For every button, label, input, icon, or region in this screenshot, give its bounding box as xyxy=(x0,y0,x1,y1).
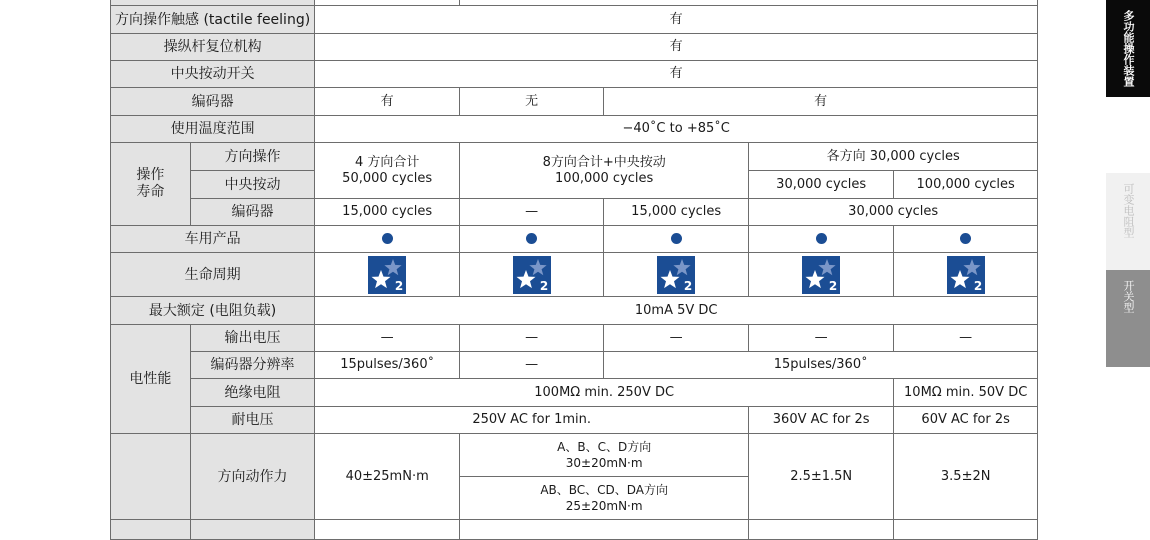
table-row-temp xyxy=(111,116,1038,143)
force-c2a xyxy=(460,434,749,477)
resolution-c2: — xyxy=(460,352,604,379)
life-encoder-label: 编码器 xyxy=(190,199,314,226)
table-row-return xyxy=(111,34,1038,61)
output-c2: — xyxy=(460,325,604,352)
encoder-c2: 无 xyxy=(460,88,604,116)
encoder-c1: 有 xyxy=(315,88,460,116)
force-c4: 2.5±1.5N xyxy=(749,434,894,520)
insulation-b: 10MΩ min. 50V DC xyxy=(894,379,1038,407)
force-c2b xyxy=(460,477,749,520)
table-row-rating xyxy=(111,297,1038,325)
force-c5: 3.5±2N xyxy=(894,434,1038,520)
withstand-c: 60V AC for 2s xyxy=(894,407,1038,434)
auto-cell xyxy=(460,226,604,253)
life-enc-c3: 15,000 cycles xyxy=(604,199,749,226)
return-value: 有 xyxy=(315,34,1038,61)
table-row-withstand xyxy=(111,407,1038,434)
push-label: 中央按动开关 xyxy=(111,61,315,88)
output-c1: — xyxy=(315,325,460,352)
life-center-label: 中央按动 xyxy=(190,171,314,199)
force-group-cell xyxy=(111,434,191,520)
table-row-encoder xyxy=(111,88,1038,116)
encoder-label: 编码器 xyxy=(111,88,315,116)
life-direction-label: 方向操作 xyxy=(190,143,314,171)
resolution-c3: 15pulses/360˚ xyxy=(604,352,1038,379)
table-row-push xyxy=(111,61,1038,88)
rating-value: 10mA 5V DC xyxy=(315,297,1038,325)
temp-label: 使用温度范围 xyxy=(111,116,315,143)
force-c2a-text: A、B、C、D方向 30±20mN·m xyxy=(557,440,652,470)
push-value: 有 xyxy=(315,61,1038,88)
star-2-lifecycle-icon xyxy=(368,256,406,294)
life-group-label xyxy=(111,143,191,226)
auto-cell xyxy=(604,226,749,253)
withstand-b: 360V AC for 2s xyxy=(749,407,894,434)
output-label: 输出电压 xyxy=(190,325,314,352)
tactile-value: 有 xyxy=(315,6,1038,34)
return-label: 操纵杆复位机构 xyxy=(111,34,315,61)
life-c3-center-b: 100,000 cycles xyxy=(894,171,1038,199)
automotive-dot-icon xyxy=(671,233,682,244)
automotive-dot-icon xyxy=(382,233,393,244)
output-c5: — xyxy=(894,325,1038,352)
clipped-bottom-cell xyxy=(460,520,749,540)
table-row-life-encoder xyxy=(111,199,1038,226)
auto-cell xyxy=(894,226,1038,253)
table-row-life-direction xyxy=(111,143,1038,171)
table-row-auto xyxy=(111,226,1038,253)
auto-label: 车用产品 xyxy=(111,226,315,253)
lifecycle-icon-number: 2 xyxy=(683,278,693,293)
star-2-lifecycle-icon xyxy=(802,256,840,294)
output-c4: — xyxy=(749,325,894,352)
insulation-a: 100MΩ min. 250V DC xyxy=(315,379,894,407)
insulation-label: 绝缘电阻 xyxy=(190,379,314,407)
lifecycle-icon-number: 2 xyxy=(973,278,982,293)
spec-table xyxy=(110,0,1038,540)
life-enc-c2: — xyxy=(460,199,604,226)
tab-variable-resistor-label: 可变电阻型 xyxy=(1122,183,1135,238)
automotive-dot-icon xyxy=(960,233,971,244)
tab-switch[interactable] xyxy=(1106,270,1150,367)
life-c2-text: 8方向合计+中央按动 100,000 cycles xyxy=(542,154,666,186)
life-c1-text: 4 方向合计 50,000 cycles xyxy=(342,154,433,186)
clipped-bottom-cell xyxy=(315,520,460,540)
automotive-dot-icon xyxy=(816,233,827,244)
life-c1 xyxy=(315,143,460,199)
lifecycle-icon-number: 2 xyxy=(828,278,838,293)
lifecycle-cell xyxy=(460,253,604,297)
table-row-tactile xyxy=(111,6,1038,34)
clipped-bottom-cell xyxy=(190,520,314,540)
clipped-bottom-cell xyxy=(749,520,894,540)
force-label: 方向动作力 xyxy=(190,434,314,520)
table-row-resolution xyxy=(111,352,1038,379)
lifecycle-icon-number: 2 xyxy=(539,278,548,293)
withstand-a: 250V AC for 1min. xyxy=(315,407,749,434)
automotive-dot-icon xyxy=(526,233,537,244)
tab-switch-label: 开关型 xyxy=(1122,280,1135,313)
encoder-c3: 有 xyxy=(604,88,1038,116)
elec-group-label: 电性能 xyxy=(111,325,191,434)
life-c2 xyxy=(460,143,749,199)
table-row-clipped-bottom xyxy=(111,520,1038,540)
lifecycle-cell xyxy=(894,253,1038,297)
rating-label: 最大额定 (电阻负载) xyxy=(111,297,315,325)
tab-variable-resistor[interactable] xyxy=(1106,173,1150,270)
life-c3-center-a: 30,000 cycles xyxy=(749,171,894,199)
auto-cell xyxy=(315,226,460,253)
lifecycle-cell xyxy=(604,253,749,297)
star-2-lifecycle-icon xyxy=(947,256,985,294)
clipped-bottom-cell xyxy=(894,520,1038,540)
life-enc-c1: 15,000 cycles xyxy=(315,199,460,226)
life-group-text: 操作 寿命 xyxy=(136,167,165,200)
tactile-label: 方向操作触感 (tactile feeling) xyxy=(111,6,315,34)
table-row-insulation xyxy=(111,379,1038,407)
lifecycle-cell xyxy=(315,253,460,297)
tab-multifunction-label: 多功能操作装置 xyxy=(1122,10,1135,87)
temp-value: −40˚C to +85˚C xyxy=(315,116,1038,143)
auto-cell xyxy=(749,226,894,253)
table-row-output xyxy=(111,325,1038,352)
life-enc-c4: 30,000 cycles xyxy=(749,199,1038,226)
star-2-lifecycle-icon xyxy=(513,256,551,294)
lifecycle-icon-number: 2 xyxy=(394,278,404,293)
tab-multifunction[interactable] xyxy=(1106,0,1150,97)
clipped-bottom-cell xyxy=(111,520,191,540)
output-c3: — xyxy=(604,325,749,352)
star-2-lifecycle-icon xyxy=(657,256,695,294)
lifecycle-cell xyxy=(749,253,894,297)
resolution-c1: 15pulses/360˚ xyxy=(315,352,460,379)
force-c1: 40±25mN·m xyxy=(315,434,460,520)
table-row-force xyxy=(111,434,1038,477)
lifecycle-label: 生命周期 xyxy=(111,253,315,297)
life-c3-direction: 各方向 30,000 cycles xyxy=(749,143,1038,171)
force-c2b-text: AB、BC、CD、DA方向 25±20mN·m xyxy=(540,483,669,513)
resolution-label: 编码器分辨率 xyxy=(190,352,314,379)
withstand-label: 耐电压 xyxy=(190,407,314,434)
table-row-lifecycle xyxy=(111,253,1038,297)
